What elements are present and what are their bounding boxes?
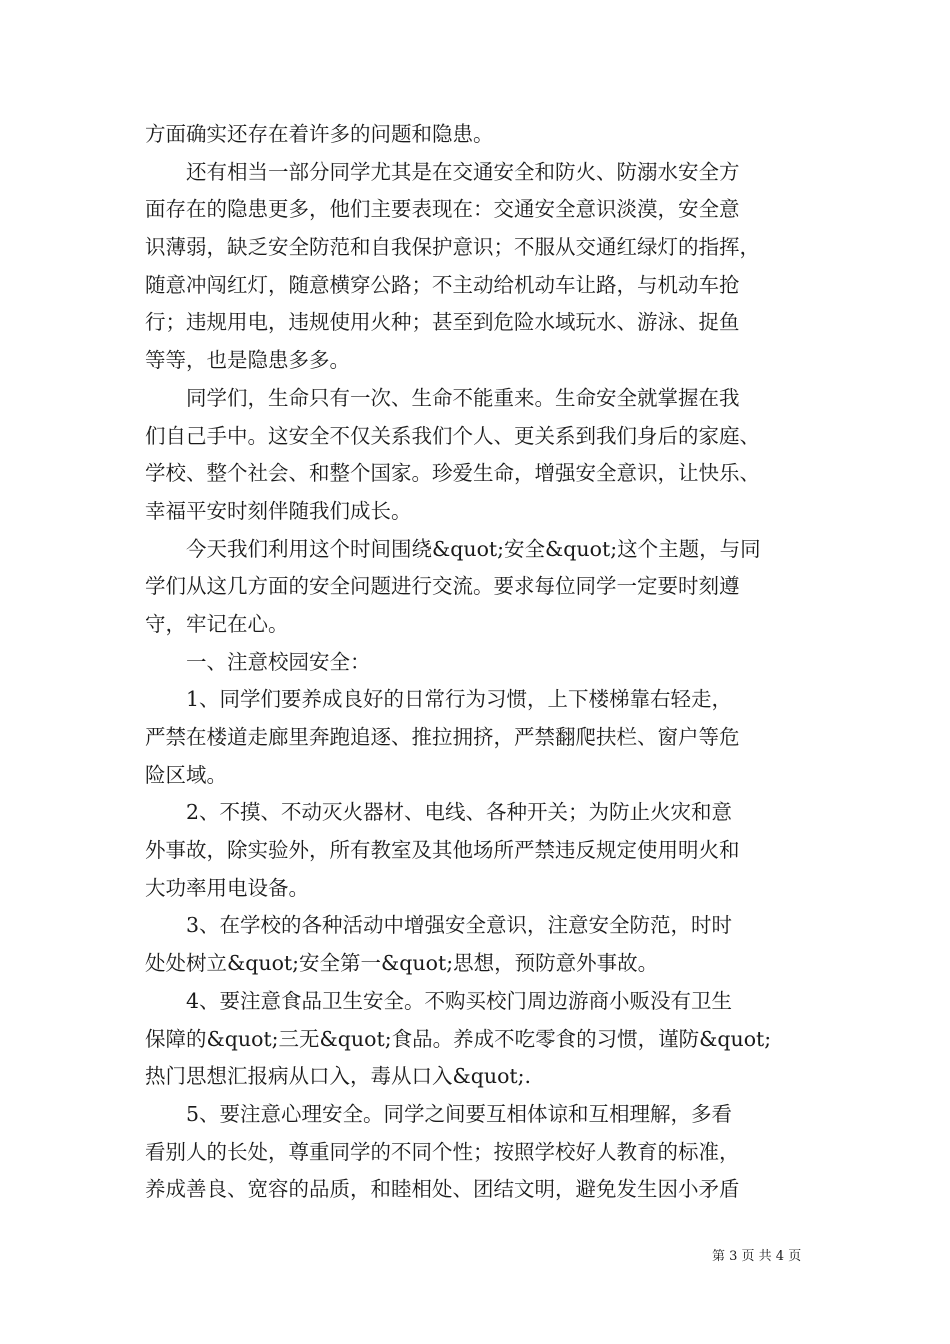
body-text	[145, 116, 807, 1209]
text-line: 方面确实还存在着许多的问题和隐患。	[145, 122, 494, 146]
page-number-footer: 第 3 页 共 4 页	[712, 1249, 802, 1264]
text-line: 们自己手中。这安全不仅关系我们个人、更关系到我们身后的家庭、	[145, 423, 760, 448]
text-line: 5、要注意心理安全。同学之间要互相体谅和互相理解，多看	[145, 1101, 733, 1126]
text-line: 等等，也是隐患多多。	[145, 348, 350, 373]
text-line: 识薄弱，缺乏安全防范和自我保护意识；不服从交通红绿灯的指挥，	[145, 235, 760, 260]
text-line: 幸福平安时刻伴随我们成长。	[145, 498, 412, 523]
text-line: 面存在的隐患更多，他们主要表现在：交通安全意识淡漠，安全意	[145, 197, 740, 222]
text-line: 1、同学们要养成良好的日常行为习惯，上下楼梯靠右轻走，	[145, 687, 733, 712]
text-line: 处处树立&quot;安全第一&quot;思想，预防意外事故。	[145, 951, 659, 976]
text-line: 学们从这几方面的安全问题进行交流。要求每位同学一定要时刻遵	[145, 574, 740, 599]
text-line: 还有相当一部分同学尤其是在交通安全和防火、防溺水安全方	[145, 159, 740, 184]
text-line: 守，牢记在心。	[145, 611, 289, 636]
text-line: 外事故，除实验外，所有教室及其他场所严禁违反规定使用明火和	[145, 838, 740, 863]
text-line: 热门思想汇报病从口入，毒从口入&quot;.	[145, 1064, 532, 1089]
text-line: 同学们，生命只有一次、生命不能重来。生命安全就掌握在我	[145, 385, 740, 410]
text-line: 3、在学校的各种活动中增强安全意识，注意安全防范，时时	[145, 913, 733, 938]
text-line: 看别人的长处，尊重同学的不同个性；按照学校好人教育的标准，	[145, 1139, 740, 1164]
text-line: 严禁在楼道走廊里奔跑追逐、推拉拥挤，严禁翻爬扶栏、窗户等危	[145, 725, 740, 749]
text-line: 学校、整个社会、和整个国家。珍爱生命，增强安全意识，让快乐、	[145, 461, 760, 486]
text-line: 今天我们利用这个时间围绕&quot;安全&quot;这个主题，与同	[145, 536, 761, 561]
text-line: 保障的&quot;三无&quot;食品。养成不吃零食的习惯，谨防&quot;	[145, 1026, 772, 1051]
text-line: 一、注意校园安全：	[145, 649, 371, 674]
text-line: 随意冲闯红灯，随意横穿公路；不主动给机动车让路，与机动车抢	[145, 272, 740, 297]
text-line: 4、要注意食品卫生安全。不购买校门周边游商小贩没有卫生	[145, 988, 733, 1013]
text-line: 险区域。	[145, 762, 227, 787]
text-line: 大功率用电设备。	[145, 875, 309, 900]
text-line: 养成善良、宽容的品质，和睦相处、团结文明，避免发生因小矛盾	[145, 1177, 740, 1202]
text-line: 行；违规用电，违规使用火种；甚至到危险水域玩水、游泳、捉鱼	[145, 310, 740, 335]
text-line: 2、不摸、不动灭火器材、电线、各种开关；为防止火灾和意	[145, 800, 733, 825]
